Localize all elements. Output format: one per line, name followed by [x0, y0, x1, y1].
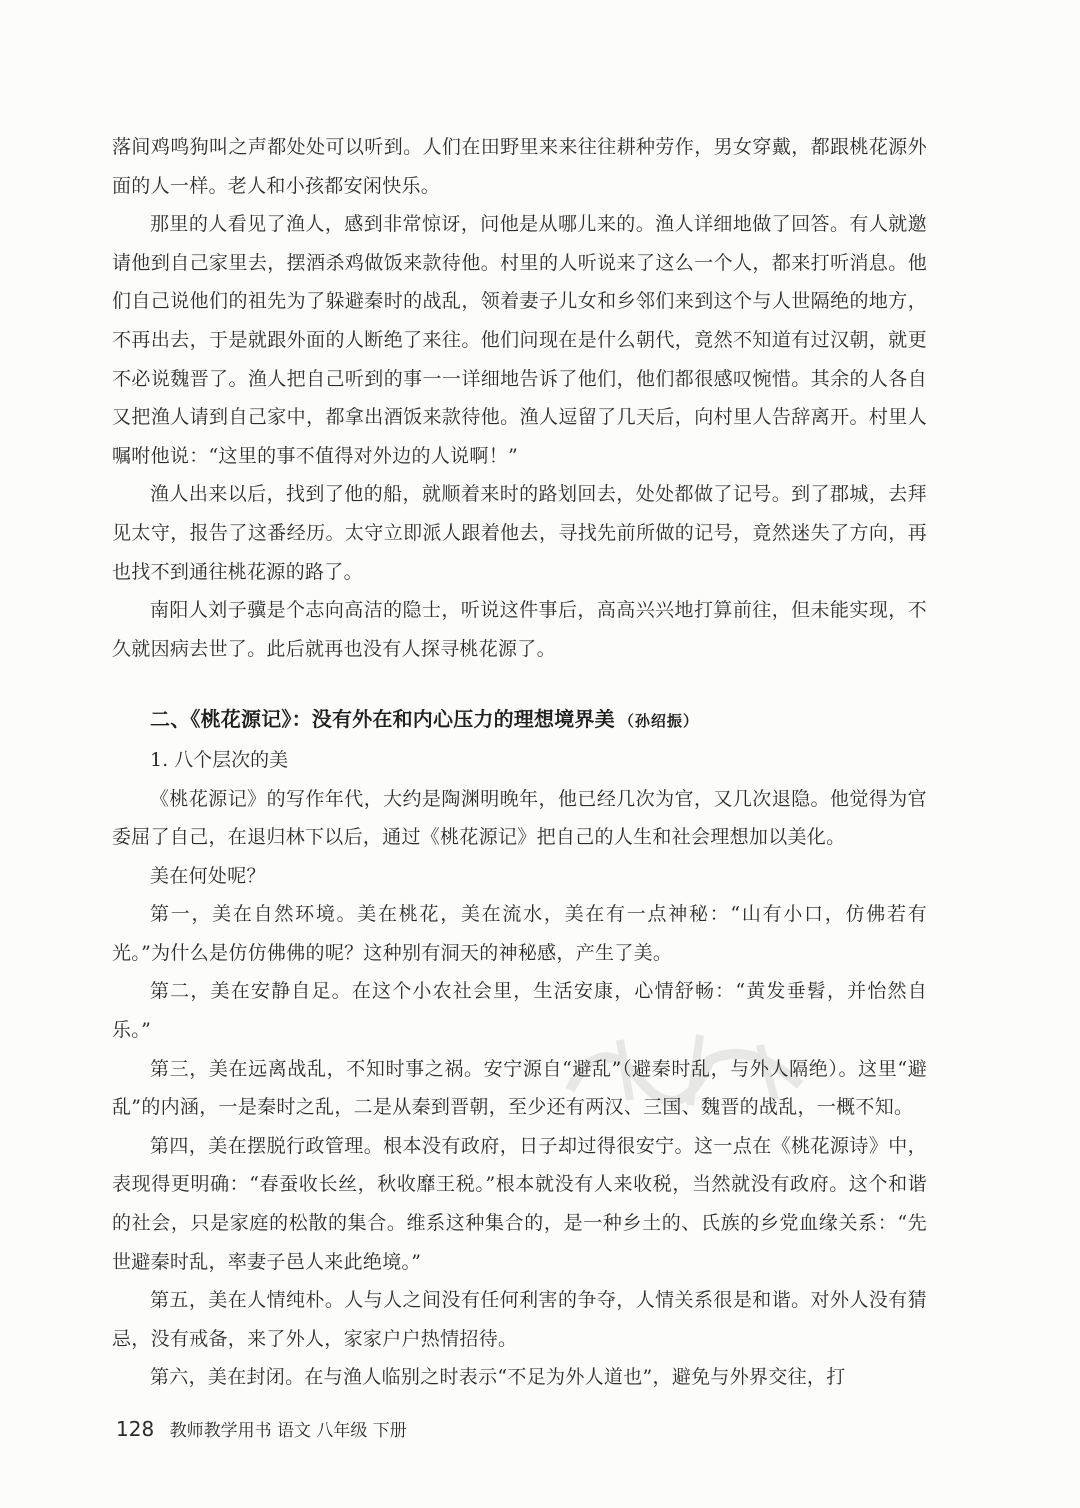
section-author: （孙绍振） [618, 712, 699, 731]
section-gap [112, 668, 927, 700]
page-content [112, 128, 927, 1397]
paragraph: 第五，美在人情纯朴。人与人之间没有任何利害的争夺，人情关系很是和谐。对外人没有猜忌，没有戒备，来了外人，家家户户热情招待。 [112, 1289, 927, 1350]
paragraph: 《桃花源记》的写作年代，大约是陶渊明晚年，他已经几次为官，又几次退隐。他觉得为官委屈了自己，在退归林下以后，通过《桃花源记》把自己的人生和社会理想加以美化。 [112, 787, 927, 849]
book-title: 教师教学用书 语文 八年级 下册 [169, 1421, 407, 1441]
section-heading-text: 二、《桃花源记》：没有外在和内心压力的理想境界美 [150, 707, 615, 732]
paragraph-continued: 落间鸡鸣狗叫之声都处处可以听到。人们在田野里来来往往耕种劳作，男女穿戴，都跟桃花源外面的人一样。老人和小孩都安闲快乐。 [112, 136, 927, 197]
paragraph: 渔人出来以后，找到了他的船，就顺着来时的路划回去，处处都做了记号。到了郡城，去拜见太守，报告了这番经历。太守立即派人跟着他去，寻找先前所做的记号，竟然迷失了方向，再也找不到通往桃花源的路了。 [112, 483, 927, 583]
paragraph: 第二，美在安静自足。在这个小农社会里，生活安康，心情舒畅：“黄发垂髫，并怡然自乐。” [112, 980, 927, 1042]
paragraph: 第四，美在摆脱行政管理。根本没有政府，日子却过得很安宁。这一点在《桃花源诗》中，表现得更明确：“春蚕收长丝，秋收靡王税。”根本就没有人来收税，当然就没有政府。这个和谐的社会，只是家庭的松散的集合。维系这种集合的，是一种乡土的、氏族的乡党血缘关系：“先世避秦时乱，率妻子邑人来此绝境。” [112, 1134, 927, 1273]
paragraph: 那里的人看见了渔人，感到非常惊讶，问他是从哪儿来的。渔人详细地做了回答。有人就邀请他到自己家里去，摆酒杀鸡做饭来款待他。村里的人听说来了这么一个人，都来打听消息。他们自己说他们的祖先为了躲避秦时的战乱，领着妻子儿女和乡邻们来到这个与人世隔绝的地方，不再出去，于是就跟外面的人断绝了来往。他们问现在是什么朝代，竟然不知道有过汉朝，就更不必说魏晋了。渔人把自己听到的事一一详细地告诉了他们，他们都很感叹惋惜。其余的人各自又把渔人请到自己家中，都拿出酒饭来款待他。渔人逗留了几天后，向村里人告辞离开。村里人嘱咐他说：“这里的事不值得对外边的人说啊！” [112, 213, 927, 467]
paragraph: 南阳人刘子骥是个志向高洁的隐士，听说这件事后，高高兴兴地打算前往，但未能实现，不久就因病去世了。此后就再也没有人探寻桃花源了。 [112, 599, 927, 660]
paragraph: 第一，美在自然环境。美在桃花，美在流水，美在有一点神秘：“山有小口，仿佛若有光。”为什么是仿仿佛佛的呢？这种别有洞天的神秘感，产生了美。 [112, 903, 927, 964]
subheading: 1. 八个层次的美 [150, 748, 289, 771]
page-number: 128 [116, 1417, 155, 1441]
paragraph: 第三，美在远离战乱，不知时事之祸。安宁源自“避乱”（避秦时乱，与外人隔绝）。这里“避乱”的内涵，一是秦时之乱，二是从秦到晋朝，至少还有两汉、三国、魏晋的战乱，一概不知。 [112, 1057, 927, 1119]
paragraph: 第六，美在封闭。在与渔人临别之时表示“不足为外人道也”，避免与外界交往，打 [150, 1366, 846, 1389]
section-heading [112, 700, 927, 741]
page-footer [116, 1416, 407, 1441]
paragraph: 美在何处呢？ [150, 864, 266, 887]
